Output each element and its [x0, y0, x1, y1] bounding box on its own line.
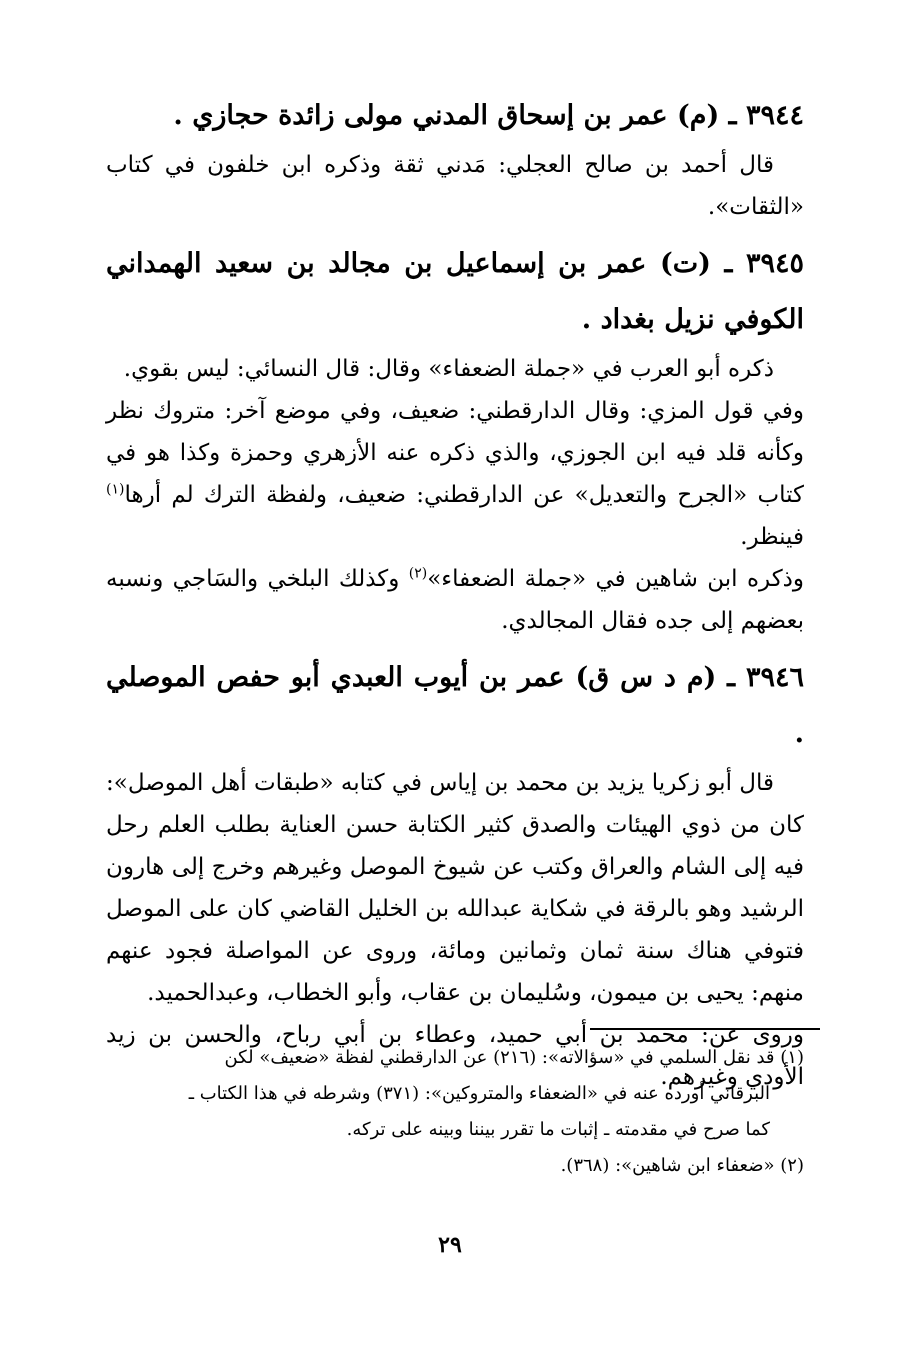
- entry-title-3946: ٣٩٤٦ ـ (م د س ق) عمر بن أيوب العبدي أبو حفص الموصلي .: [106, 662, 804, 749]
- entry-3944-paragraph: قال أحمد بن صالح العجلي: مَدني ثقة وذكره ابن خلفون في كتاب «الثقات».: [106, 152, 804, 220]
- entry-3945-p3-end: وكذلك البلخي والسَاجي ونسبه بعضهم إلى جده فقال المجالدي.: [106, 566, 804, 634]
- footnote-divider: [590, 1028, 820, 1030]
- entry-3945-p2-text: وفي قول المزي: وقال الدارقطني: ضعيف، وفي موضع آخر: متروك نظر وكأنه قلد فيه ابن الجوزي، والذي ذكره عنه الأزهري وحمزة وكذا هو في كتاب «الجرح والتعديل» عن الدارقطني: ضعيف، ولفظة الترك لم أرها: [106, 398, 804, 508]
- footnote-2-number: (٢): [780, 1155, 804, 1176]
- entry-3945-paragraph-1: ذكره أبو العرب في «جملة الضعفاء» وقال: قال النسائي: ليس بقوي.: [123, 356, 774, 382]
- entry-3945-paragraph-3: [106, 558, 804, 642]
- footnote-1-number: (١): [780, 1047, 804, 1068]
- entry-3945-p2-end: فينظر.: [740, 524, 804, 550]
- entry-3945-paragraph-2: [106, 390, 804, 558]
- footnote-1: [106, 1040, 804, 1076]
- footnote-1-line-3: كما صرح في مقدمته ـ إثبات ما تقرر بيننا وبينه على تركه.: [346, 1119, 770, 1140]
- entry-title-3945: ٣٩٤٥ ـ (ت) عمر بن إسماعيل بن مجالد بن سعيد الهمداني الكوفي نزيل بغداد .: [106, 248, 804, 335]
- footnotes: [106, 1040, 804, 1184]
- footnote-ref-2[interactable]: (٢): [408, 565, 428, 582]
- footnote-ref-1[interactable]: (١): [106, 481, 125, 498]
- entry-3946-paragraph-2: وروى عن: محمد بن أبي حميد، وعطاء بن أبي رباح، والحسن بن زيد الأودي وغيرهم.: [106, 1022, 804, 1090]
- entry-title-3944: ٣٩٤٤ ـ (م) عمر بن إسحاق المدني مولى زائدة حجازي .: [173, 100, 804, 131]
- entry-3945-p3-text: وذكره ابن شاهين في «جملة الضعفاء»: [427, 566, 804, 592]
- footnote-1-line-2: البرقاني أورده عنه في «الضعفاء والمتروكين»: (٣٧١) وشرطه في هذا الكتاب ـ: [188, 1083, 770, 1104]
- entry-3946-paragraph-1: قال أبو زكريا يزيد بن محمد بن إياس في كتابه «طبقات أهل الموصل»: كان من ذوي الهيئات والصدق كثير الكتابة حسن العناية بطلب العلم رحل فيه إلى الشام والعراق وكتب عن شيوخ الموصل وغيرهم وخرج إلى هارون الرشيد وهو بالرقة في شكاية عبدالله بن الخليل القاضي كان على الموصل فتوفي هناك سنة ثمان وثمانين ومائة، وروى عن المواصلة فجود عنهم منهم: يحيى بن ميمون، وسُليمان بن عقاب، وأبو الخطاب، وعبدالحميد.: [106, 770, 804, 1006]
- footnote-1-line-1: قد نقل السلمي في «سؤالاته»: (٢١٦) عن الدارقطني لفظة «ضعيف» لكن: [224, 1047, 781, 1068]
- page-number: ٢٩: [438, 1232, 462, 1258]
- footnote-2: [106, 1148, 804, 1184]
- footnote-2-line-1: «ضعفاء ابن شاهين»: (٣٦٨).: [560, 1155, 781, 1176]
